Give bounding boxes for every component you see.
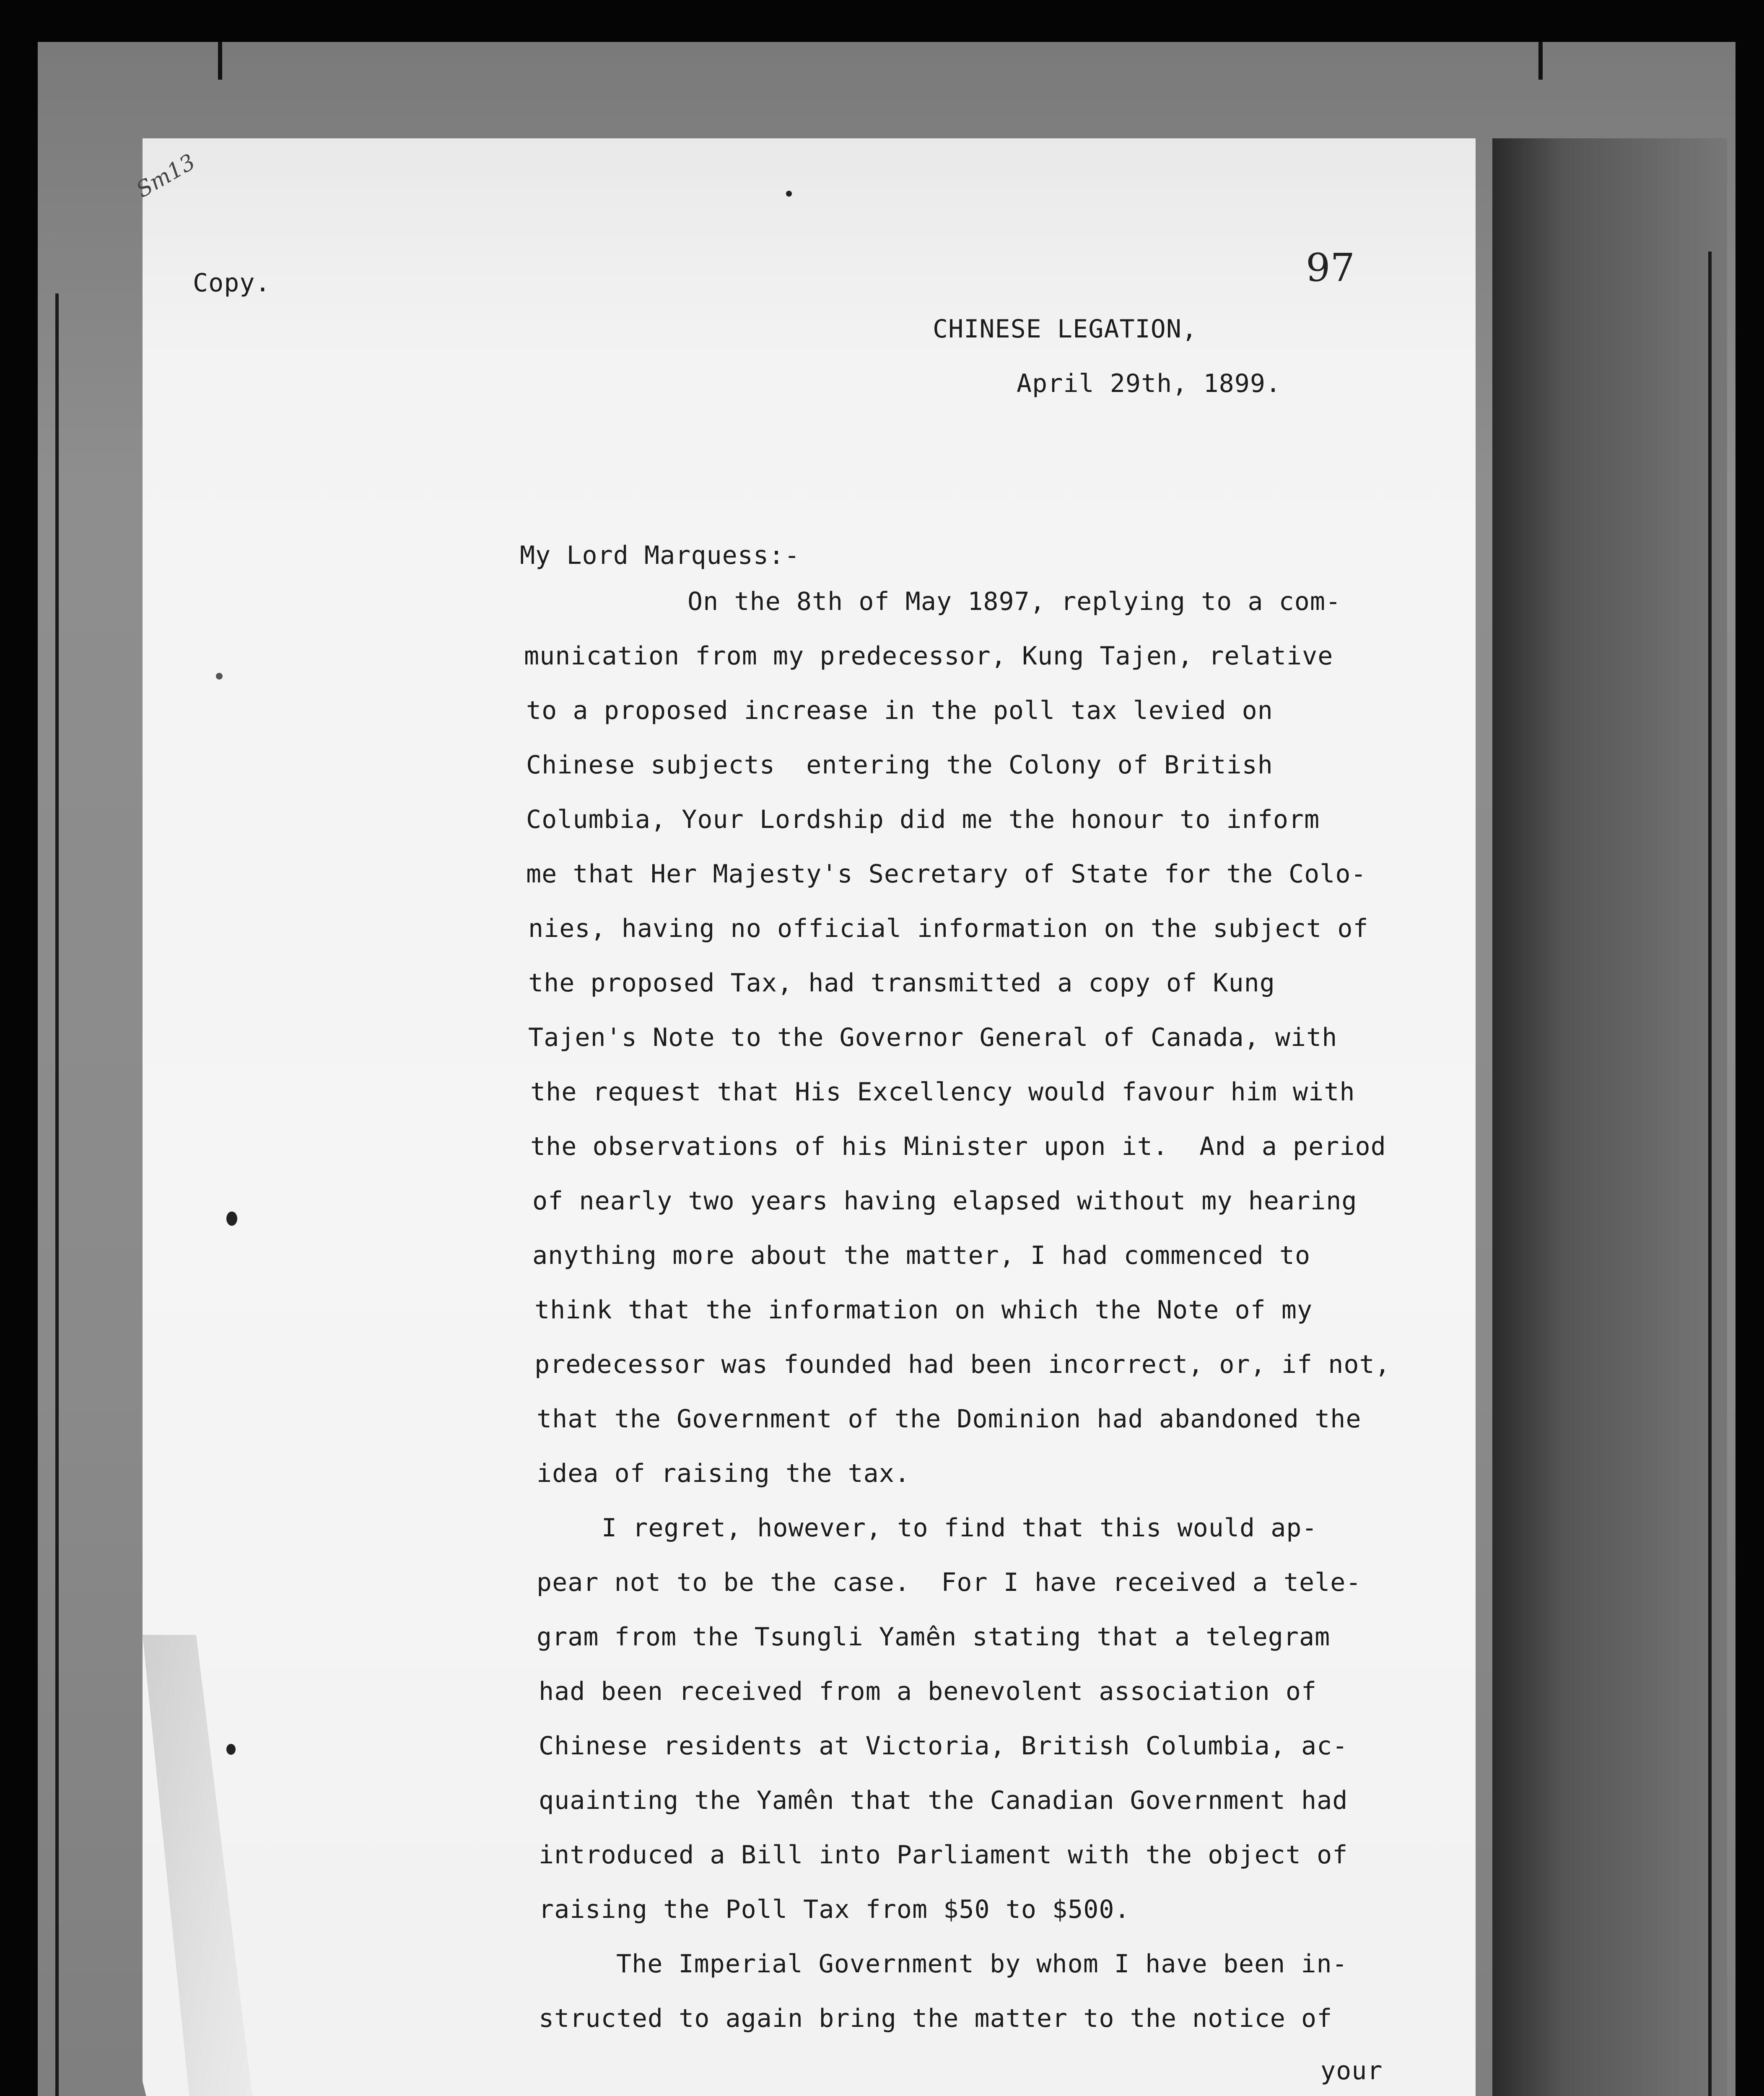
body-line: quainting the Yamên that the Canadian Government had	[539, 1786, 1348, 1815]
body-line: anything more about the matter, I had commenced to	[532, 1241, 1311, 1270]
ink-blot-2	[226, 1744, 236, 1755]
body-line: that the Government of the Dominion had abandoned the	[537, 1404, 1362, 1434]
page-number: 97	[1306, 245, 1355, 290]
body-line: raising the Poll Tax from $50 to $500.	[539, 1895, 1130, 1924]
copy-label: Copy.	[193, 268, 271, 298]
body-line: had been received from a benevolent association of	[539, 1677, 1317, 1706]
catchword: your	[1320, 2056, 1383, 2086]
body-line: of nearly two years having elapsed without my hearing	[532, 1186, 1357, 1216]
body-line: I regret, however, to find that this would ap-	[602, 1513, 1318, 1543]
body-line: munication from my predecessor, Kung Tajen, relative	[524, 641, 1333, 671]
body-line: gram from the Tsungli Yamên stating that a telegram	[537, 1622, 1331, 1652]
frame-tick-left-margin	[55, 293, 59, 2096]
body-line: the observations of his Minister upon it. And a period	[530, 1132, 1386, 1161]
body-line: the request that His Excellency would favour him with	[530, 1077, 1355, 1107]
body-line: structed to again bring the matter to the notice of	[539, 2004, 1333, 2033]
ink-speck	[216, 673, 223, 680]
salutation: My Lord Marquess:-	[520, 541, 800, 570]
letter-date: April 29th, 1899.	[1017, 369, 1281, 398]
body-line: introduced a Bill into Parliament with the object of	[539, 1840, 1348, 1870]
legation-heading: CHINESE LEGATION,	[933, 314, 1198, 344]
body-line: Chinese residents at Victoria, British Columbia, ac-	[539, 1731, 1348, 1761]
body-line: predecessor was founded had been incorrect, or, if not,	[534, 1350, 1390, 1379]
frame-tick-right	[1538, 42, 1543, 80]
frame-tick-left	[218, 42, 222, 80]
body-line: think that the information on which the Note of my	[534, 1295, 1313, 1325]
body-line: idea of raising the tax.	[537, 1459, 910, 1488]
frame-tick-right-margin	[1708, 252, 1712, 2096]
body-line: The Imperial Government by whom I have been in-	[616, 1949, 1348, 1979]
body-line: to a proposed increase in the poll tax levied on	[526, 696, 1273, 725]
body-line: On the 8th of May 1897, replying to a com-	[687, 587, 1341, 616]
body-line: pear not to be the case. For I have received a tele-	[537, 1568, 1362, 1597]
bed-shadow	[1492, 138, 1727, 2096]
body-line: me that Her Majesty's Secretary of State for the Colo-	[526, 859, 1367, 889]
body-line: Chinese subjects entering the Colony of British	[526, 750, 1273, 780]
body-line: the proposed Tax, had transmitted a copy of Kung	[528, 968, 1275, 998]
body-line: Columbia, Your Lordship did me the honour to inform	[526, 805, 1320, 834]
body-line: Tajen's Note to the Governor General of Canada, with	[528, 1023, 1338, 1052]
body-line: nies, having no official information on the subject of	[528, 914, 1369, 943]
pencil-note: Sm13	[132, 149, 200, 203]
ink-dot	[786, 191, 792, 197]
ink-blot	[226, 1211, 237, 1226]
